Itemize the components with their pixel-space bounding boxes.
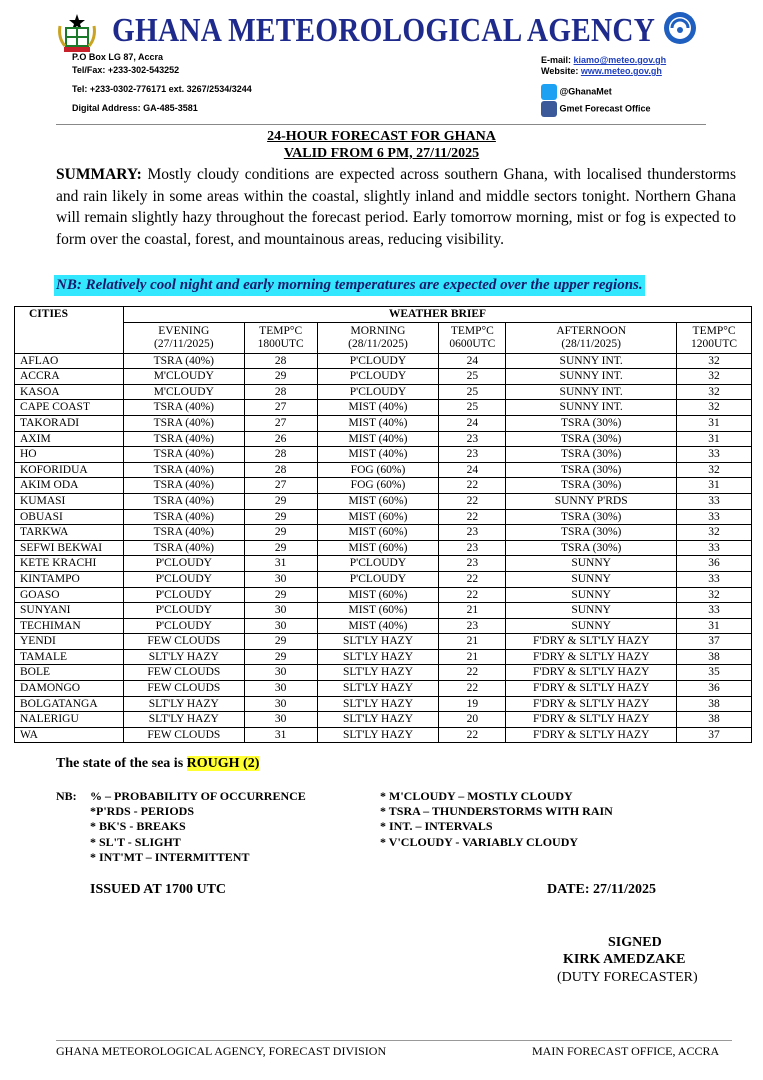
temp-1200-cell: 38 [677,649,752,665]
temp-1800-cell: 29 [244,540,317,556]
temp-1200-cell: 33 [677,603,752,619]
temp-1200-cell: 32 [677,462,752,478]
temp-1800-cell: 28 [244,462,317,478]
summary-paragraph [56,164,736,250]
afternoon-cell: SUNNY P'RDS [506,493,677,509]
morning-cell: SLT'LY HAZY [317,712,439,728]
temp-1200-cell: 33 [677,447,752,463]
afternoon-cell: SUNNY INT. [506,400,677,416]
sea-state: The state of the sea is ROUGH (2) [56,756,260,771]
col-afternoon: AFTERNOON (28/11/2025) [506,322,677,353]
forecast-title: 24-HOUR FORECAST FOR GHANA [267,129,496,144]
morning-cell: MIST (40%) [317,431,439,447]
table-row [15,509,752,525]
evening-cell: P'CLOUDY [123,571,244,587]
table-row [15,478,752,494]
temp-0600-cell: 24 [439,462,506,478]
temp-0600-cell: 22 [439,493,506,509]
email-line: E-mail: kiamo@meteo.gov.gh [541,55,667,65]
city-cell: OBUASI [15,509,124,525]
col-evening: EVENING (27/11/2025) [123,322,244,353]
evening-cell: TSRA (40%) [123,462,244,478]
morning-cell: FOG (60%) [317,478,439,494]
temp-1200-cell: 31 [677,478,752,494]
morning-cell: MIST (60%) [317,493,439,509]
temp-1200-cell: 32 [677,587,752,603]
city-cell: CAPE COAST [15,400,124,416]
table-row [15,384,752,400]
morning-cell: MIST (60%) [317,509,439,525]
temp-0600-cell: 25 [439,400,506,416]
morning-cell: SLT'LY HAZY [317,696,439,712]
table-row [15,447,752,463]
nb-note: NB: Relatively cool night and early morning temperatures are expected over the upper regions. [54,275,645,296]
temp-1200-cell: 32 [677,369,752,385]
evening-cell: TSRA (40%) [123,415,244,431]
afternoon-cell: TSRA (30%) [506,509,677,525]
city-cell: TECHIMAN [15,618,124,634]
twitter-line [541,84,612,100]
temp-1800-cell: 31 [244,727,317,743]
afternoon-cell: F'DRY & SLT'LY HAZY [506,712,677,728]
temp-1200-cell: 31 [677,431,752,447]
city-cell: DAMONGO [15,681,124,697]
temp-1200-cell: 37 [677,634,752,650]
city-cell: NALERIGU [15,712,124,728]
footer-left: GHANA METEOROLOGICAL AGENCY, FORECAST DIVISION [56,1044,387,1058]
afternoon-cell: TSRA (30%) [506,478,677,494]
temp-1200-cell: 33 [677,493,752,509]
temp-0600-cell: 22 [439,665,506,681]
morning-cell: MIST (60%) [317,525,439,541]
col-temp-1200: TEMP°C 1200UTC [677,322,752,353]
table-row [15,712,752,728]
temp-1200-cell: 32 [677,400,752,416]
temp-0600-cell: 25 [439,369,506,385]
table-row [15,556,752,572]
temp-0600-cell: 22 [439,681,506,697]
afternoon-cell: SUNNY INT. [506,384,677,400]
city-cell: YENDI [15,634,124,650]
temp-0600-cell: 22 [439,571,506,587]
morning-cell: P'CLOUDY [317,571,439,587]
website-link[interactable]: www.meteo.gov.gh [580,66,662,76]
temp-1800-cell: 29 [244,493,317,509]
summary-text: Mostly cloudy conditions are expected across southern Ghana, with localised thunderstorms and rain likely in some areas within the coastal, slightly inland and middle sectors tonight. Northern Ghana will remain slightly hazy throughout the forecast period. Early tomorrow morning, mist or fog is expected to form over the coastal, forest, and mountainous areas, reducing visibility. [56,166,736,248]
evening-cell: P'CLOUDY [123,587,244,603]
city-cell: HO [15,447,124,463]
evening-cell: FEW CLOUDS [123,727,244,743]
temp-0600-cell: 23 [439,447,506,463]
weather-table [14,306,752,743]
morning-cell: SLT'LY HAZY [317,681,439,697]
table-row [15,696,752,712]
forecaster-name: KIRK AMEDZAKE [563,952,686,967]
table-row [15,353,752,369]
issued-time: ISSUED AT 1700 UTC [90,882,227,897]
temp-0600-cell: 24 [439,353,506,369]
temp-1800-cell: 30 [244,618,317,634]
table-row [15,525,752,541]
sea-state-value: ROUGH (2) [186,756,260,771]
table-row [15,603,752,619]
afternoon-cell: TSRA (30%) [506,415,677,431]
evening-cell: FEW CLOUDS [123,681,244,697]
signed-label: SIGNED [608,935,662,950]
afternoon-cell: F'DRY & SLT'LY HAZY [506,727,677,743]
afternoon-cell: F'DRY & SLT'LY HAZY [506,665,677,681]
afternoon-cell: TSRA (30%) [506,462,677,478]
table-row [15,634,752,650]
city-cell: SEFWI BEKWAI [15,540,124,556]
legend-right: * M'CLOUDY – MOSTLY CLOUDY * TSRA – THUNDERSTORMS WITH RAIN * INT. – INTERVALS * V'CLOUDY - VARIABLY CLOUDY [380,789,613,849]
morning-cell: P'CLOUDY [317,384,439,400]
header-divider [56,124,706,125]
evening-cell: P'CLOUDY [123,556,244,572]
temp-1800-cell: 26 [244,431,317,447]
evening-cell: P'CLOUDY [123,603,244,619]
temp-1200-cell: 36 [677,556,752,572]
evening-cell: TSRA (40%) [123,493,244,509]
temp-1800-cell: 29 [244,369,317,385]
morning-cell: MIST (60%) [317,540,439,556]
temp-0600-cell: 23 [439,431,506,447]
evening-cell: FEW CLOUDS [123,665,244,681]
temp-1200-cell: 31 [677,618,752,634]
table-row [15,649,752,665]
temp-1800-cell: 28 [244,384,317,400]
morning-cell: MIST (40%) [317,447,439,463]
morning-cell: MIST (40%) [317,618,439,634]
evening-cell: P'CLOUDY [123,618,244,634]
city-cell: KUMASI [15,493,124,509]
forecast-valid: VALID FROM 6 PM, 27/11/2025 [283,146,480,161]
temp-1800-cell: 30 [244,603,317,619]
agency-title: GHANA METEOROLOGICAL AGENCY [112,12,656,49]
afternoon-cell: F'DRY & SLT'LY HAZY [506,696,677,712]
website-line: Website: www.meteo.gov.gh [541,66,662,76]
table-row [15,727,752,743]
afternoon-cell: SUNNY INT. [506,369,677,385]
evening-cell: M'CLOUDY [123,369,244,385]
footer-right: MAIN FORECAST OFFICE, ACCRA [532,1044,720,1058]
table-row [15,681,752,697]
temp-1200-cell: 38 [677,696,752,712]
temp-1800-cell: 27 [244,415,317,431]
city-cell: SUNYANI [15,603,124,619]
morning-cell: MIST (60%) [317,603,439,619]
city-cell: ACCRA [15,369,124,385]
telfax: Tel/Fax: +233-302-543252 [72,65,180,75]
email-link[interactable]: kiamo@meteo.gov.gh [573,55,667,65]
temp-1200-cell: 32 [677,384,752,400]
morning-cell: P'CLOUDY [317,369,439,385]
city-cell: KASOA [15,384,124,400]
temp-0600-cell: 21 [439,649,506,665]
col-temp-1800: TEMP°C 1800UTC [244,322,317,353]
table-row [15,493,752,509]
temp-0600-cell: 23 [439,525,506,541]
morning-cell: SLT'LY HAZY [317,665,439,681]
evening-cell: SLT'LY HAZY [123,649,244,665]
temp-1800-cell: 30 [244,681,317,697]
evening-cell: TSRA (40%) [123,353,244,369]
afternoon-cell: F'DRY & SLT'LY HAZY [506,649,677,665]
legend-nb-label: NB: [56,789,77,803]
evening-cell: SLT'LY HAZY [123,712,244,728]
temp-0600-cell: 23 [439,618,506,634]
temp-1200-cell: 38 [677,712,752,728]
temp-1800-cell: 30 [244,696,317,712]
temp-0600-cell: 22 [439,727,506,743]
table-row [15,369,752,385]
morning-cell: SLT'LY HAZY [317,634,439,650]
evening-cell: TSRA (40%) [123,431,244,447]
legend-left: % – PROBABILITY OF OCCURRENCE *P'RDS - PERIODS * BK'S - BREAKS * SL'T - SLIGHT * INT'MT – INTERMITTENT [90,789,306,864]
table-row [15,665,752,681]
city-cell: WA [15,727,124,743]
afternoon-cell: TSRA (30%) [506,525,677,541]
evening-cell: SLT'LY HAZY [123,696,244,712]
city-cell: AFLAO [15,353,124,369]
table-row [15,587,752,603]
col-temp-0600: TEMP°C 0600UTC [439,322,506,353]
twitter-handle[interactable]: @GhanaMet [559,86,612,97]
footer-divider [56,1040,732,1041]
city-cell: TAKORADI [15,415,124,431]
temp-1800-cell: 29 [244,587,317,603]
afternoon-cell: TSRA (30%) [506,540,677,556]
issue-date: DATE: 27/11/2025 [547,882,657,897]
temp-1200-cell: 31 [677,415,752,431]
temp-1200-cell: 36 [677,681,752,697]
weather-brief-header: WEATHER BRIEF [123,307,751,323]
temp-0600-cell: 23 [439,556,506,572]
temp-1800-cell: 27 [244,478,317,494]
city-cell: AXIM [15,431,124,447]
city-cell: BOLE [15,665,124,681]
gmet-logo [662,10,698,46]
temp-1800-cell: 28 [244,353,317,369]
temp-0600-cell: 24 [439,415,506,431]
evening-cell: TSRA (40%) [123,509,244,525]
evening-cell: TSRA (40%) [123,525,244,541]
city-cell: KETE KRACHI [15,556,124,572]
temp-1200-cell: 33 [677,540,752,556]
col-morning: MORNING (28/11/2025) [317,322,439,353]
afternoon-cell: F'DRY & SLT'LY HAZY [506,681,677,697]
facebook-page[interactable]: Gmet Forecast Office [559,103,651,114]
city-cell: KOFORIDUA [15,462,124,478]
temp-1800-cell: 31 [244,556,317,572]
morning-cell: SLT'LY HAZY [317,727,439,743]
afternoon-cell: SUNNY INT. [506,353,677,369]
table-row [15,618,752,634]
afternoon-cell: TSRA (30%) [506,431,677,447]
evening-cell: TSRA (40%) [123,540,244,556]
temp-0600-cell: 21 [439,603,506,619]
afternoon-cell: SUNNY [506,587,677,603]
facebook-icon [541,101,557,117]
afternoon-cell: SUNNY [506,618,677,634]
afternoon-cell: F'DRY & SLT'LY HAZY [506,634,677,650]
morning-cell: P'CLOUDY [317,353,439,369]
facebook-line [541,101,651,117]
temp-0600-cell: 19 [439,696,506,712]
temp-1800-cell: 28 [244,447,317,463]
morning-cell: P'CLOUDY [317,556,439,572]
po-box: P.O Box LG 87, Accra [72,52,164,62]
evening-cell: FEW CLOUDS [123,634,244,650]
temp-0600-cell: 21 [439,634,506,650]
table-row [15,462,752,478]
temp-0600-cell: 22 [439,509,506,525]
city-cell: AKIM ODA [15,478,124,494]
city-cell: BOLGATANGA [15,696,124,712]
temp-1800-cell: 29 [244,509,317,525]
temp-1200-cell: 37 [677,727,752,743]
temp-0600-cell: 22 [439,478,506,494]
table-row [15,431,752,447]
ghana-coat-of-arms-logo [56,12,98,54]
temp-1800-cell: 30 [244,665,317,681]
temp-1800-cell: 27 [244,400,317,416]
city-cell: TARKWA [15,525,124,541]
temp-1200-cell: 32 [677,525,752,541]
temp-0600-cell: 23 [439,540,506,556]
evening-cell: M'CLOUDY [123,384,244,400]
temp-1800-cell: 29 [244,634,317,650]
telephone: Tel: +233-0302-776171 ext. 3267/2534/3244 [72,84,252,94]
temp-0600-cell: 22 [439,587,506,603]
temp-1800-cell: 29 [244,525,317,541]
forecaster-role: (DUTY FORECASTER) [557,970,698,985]
temp-0600-cell: 25 [439,384,506,400]
morning-cell: FOG (60%) [317,462,439,478]
digital-address: Digital Address: GA-485-3581 [72,103,198,113]
summary-label: SUMMARY: [56,166,142,183]
temp-1800-cell: 30 [244,571,317,587]
city-cell: KINTAMPO [15,571,124,587]
twitter-icon [541,84,557,100]
temp-1800-cell: 30 [244,712,317,728]
evening-cell: TSRA (40%) [123,447,244,463]
evening-cell: TSRA (40%) [123,400,244,416]
temp-1800-cell: 29 [244,649,317,665]
afternoon-cell: SUNNY [506,603,677,619]
afternoon-cell: SUNNY [506,556,677,572]
table-row [15,415,752,431]
morning-cell: MIST (40%) [317,400,439,416]
morning-cell: MIST (60%) [317,587,439,603]
temp-1200-cell: 35 [677,665,752,681]
morning-cell: MIST (40%) [317,415,439,431]
temp-0600-cell: 20 [439,712,506,728]
morning-cell: SLT'LY HAZY [317,649,439,665]
cities-header: CITIES [15,307,124,354]
afternoon-cell: TSRA (30%) [506,447,677,463]
city-cell: GOASO [15,587,124,603]
temp-1200-cell: 33 [677,571,752,587]
table-row [15,540,752,556]
temp-1200-cell: 33 [677,509,752,525]
temp-1200-cell: 32 [677,353,752,369]
table-row [15,571,752,587]
evening-cell: TSRA (40%) [123,478,244,494]
table-row [15,400,752,416]
city-cell: TAMALE [15,649,124,665]
afternoon-cell: SUNNY [506,571,677,587]
